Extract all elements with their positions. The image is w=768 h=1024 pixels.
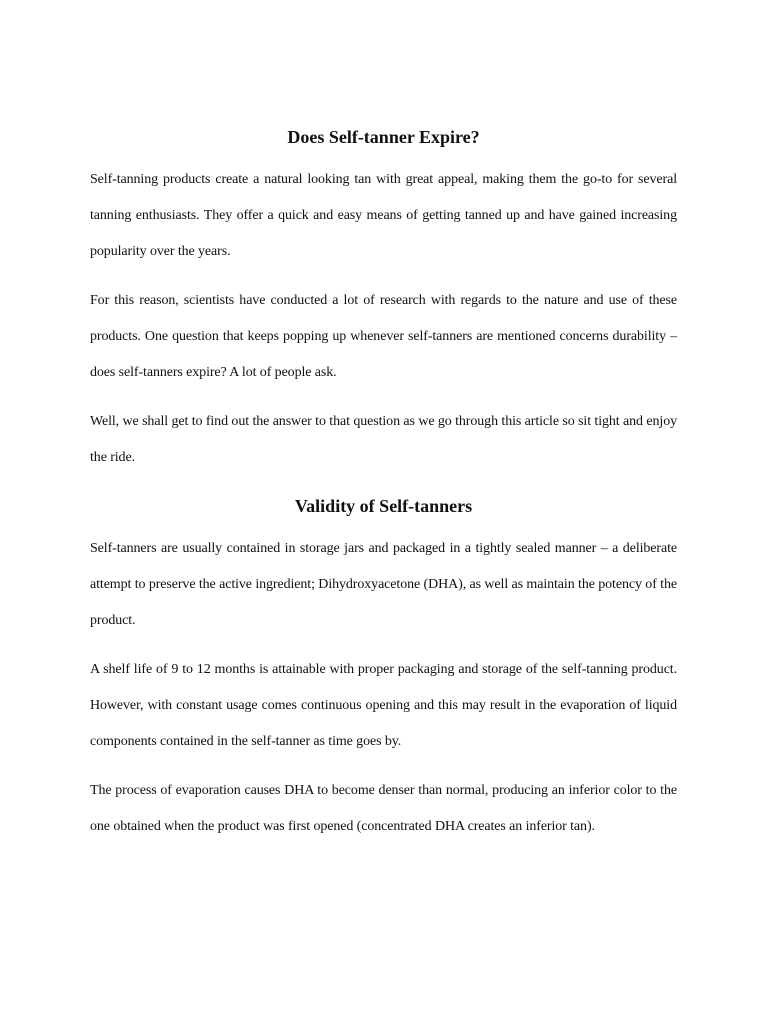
section-heading-validity-of-self-tanners: Validity of Self-tanners (294, 496, 473, 516)
paragraph: A shelf life of 9 to 12 months is attainable with proper packaging and storage of the self-tanning product. However, with constant usage comes continuous opening and this may result in the evaporation of liquid components contained in the self-tanner as time goes by. (90, 662, 677, 749)
section-heading-does-self-tanner-expire: Does Self-tanner Expire? (287, 127, 480, 147)
paragraph: Well, we shall get to find out the answer to that question as we go through this article so sit tight and enjoy the ride. (90, 414, 677, 465)
paragraph: The process of evaporation causes DHA to become denser than normal, producing an inferior color to the one obtained when the product was first opened (concentrated DHA creates an inferior tan). (90, 783, 677, 834)
paragraph: Self-tanners are usually contained in storage jars and packaged in a tightly sealed manner – a deliberate attempt to preserve the active ingredient; Dihydroxyacetone (DHA), as well as maintain the potency of the product. (90, 541, 677, 628)
document-body (90, 120, 677, 858)
paragraph: For this reason, scientists have conducted a lot of research with regards to the nature and use of these products. One question that keeps popping up whenever self-tanners are mentioned concerns durability – does self-tanners expire? A lot of people ask. (90, 293, 677, 380)
paragraph: Self-tanning products create a natural looking tan with great appeal, making them the go-to for several tanning enthusiasts. They offer a quick and easy means of getting tanned up and have gained increasing popularity over the years. (90, 172, 677, 259)
